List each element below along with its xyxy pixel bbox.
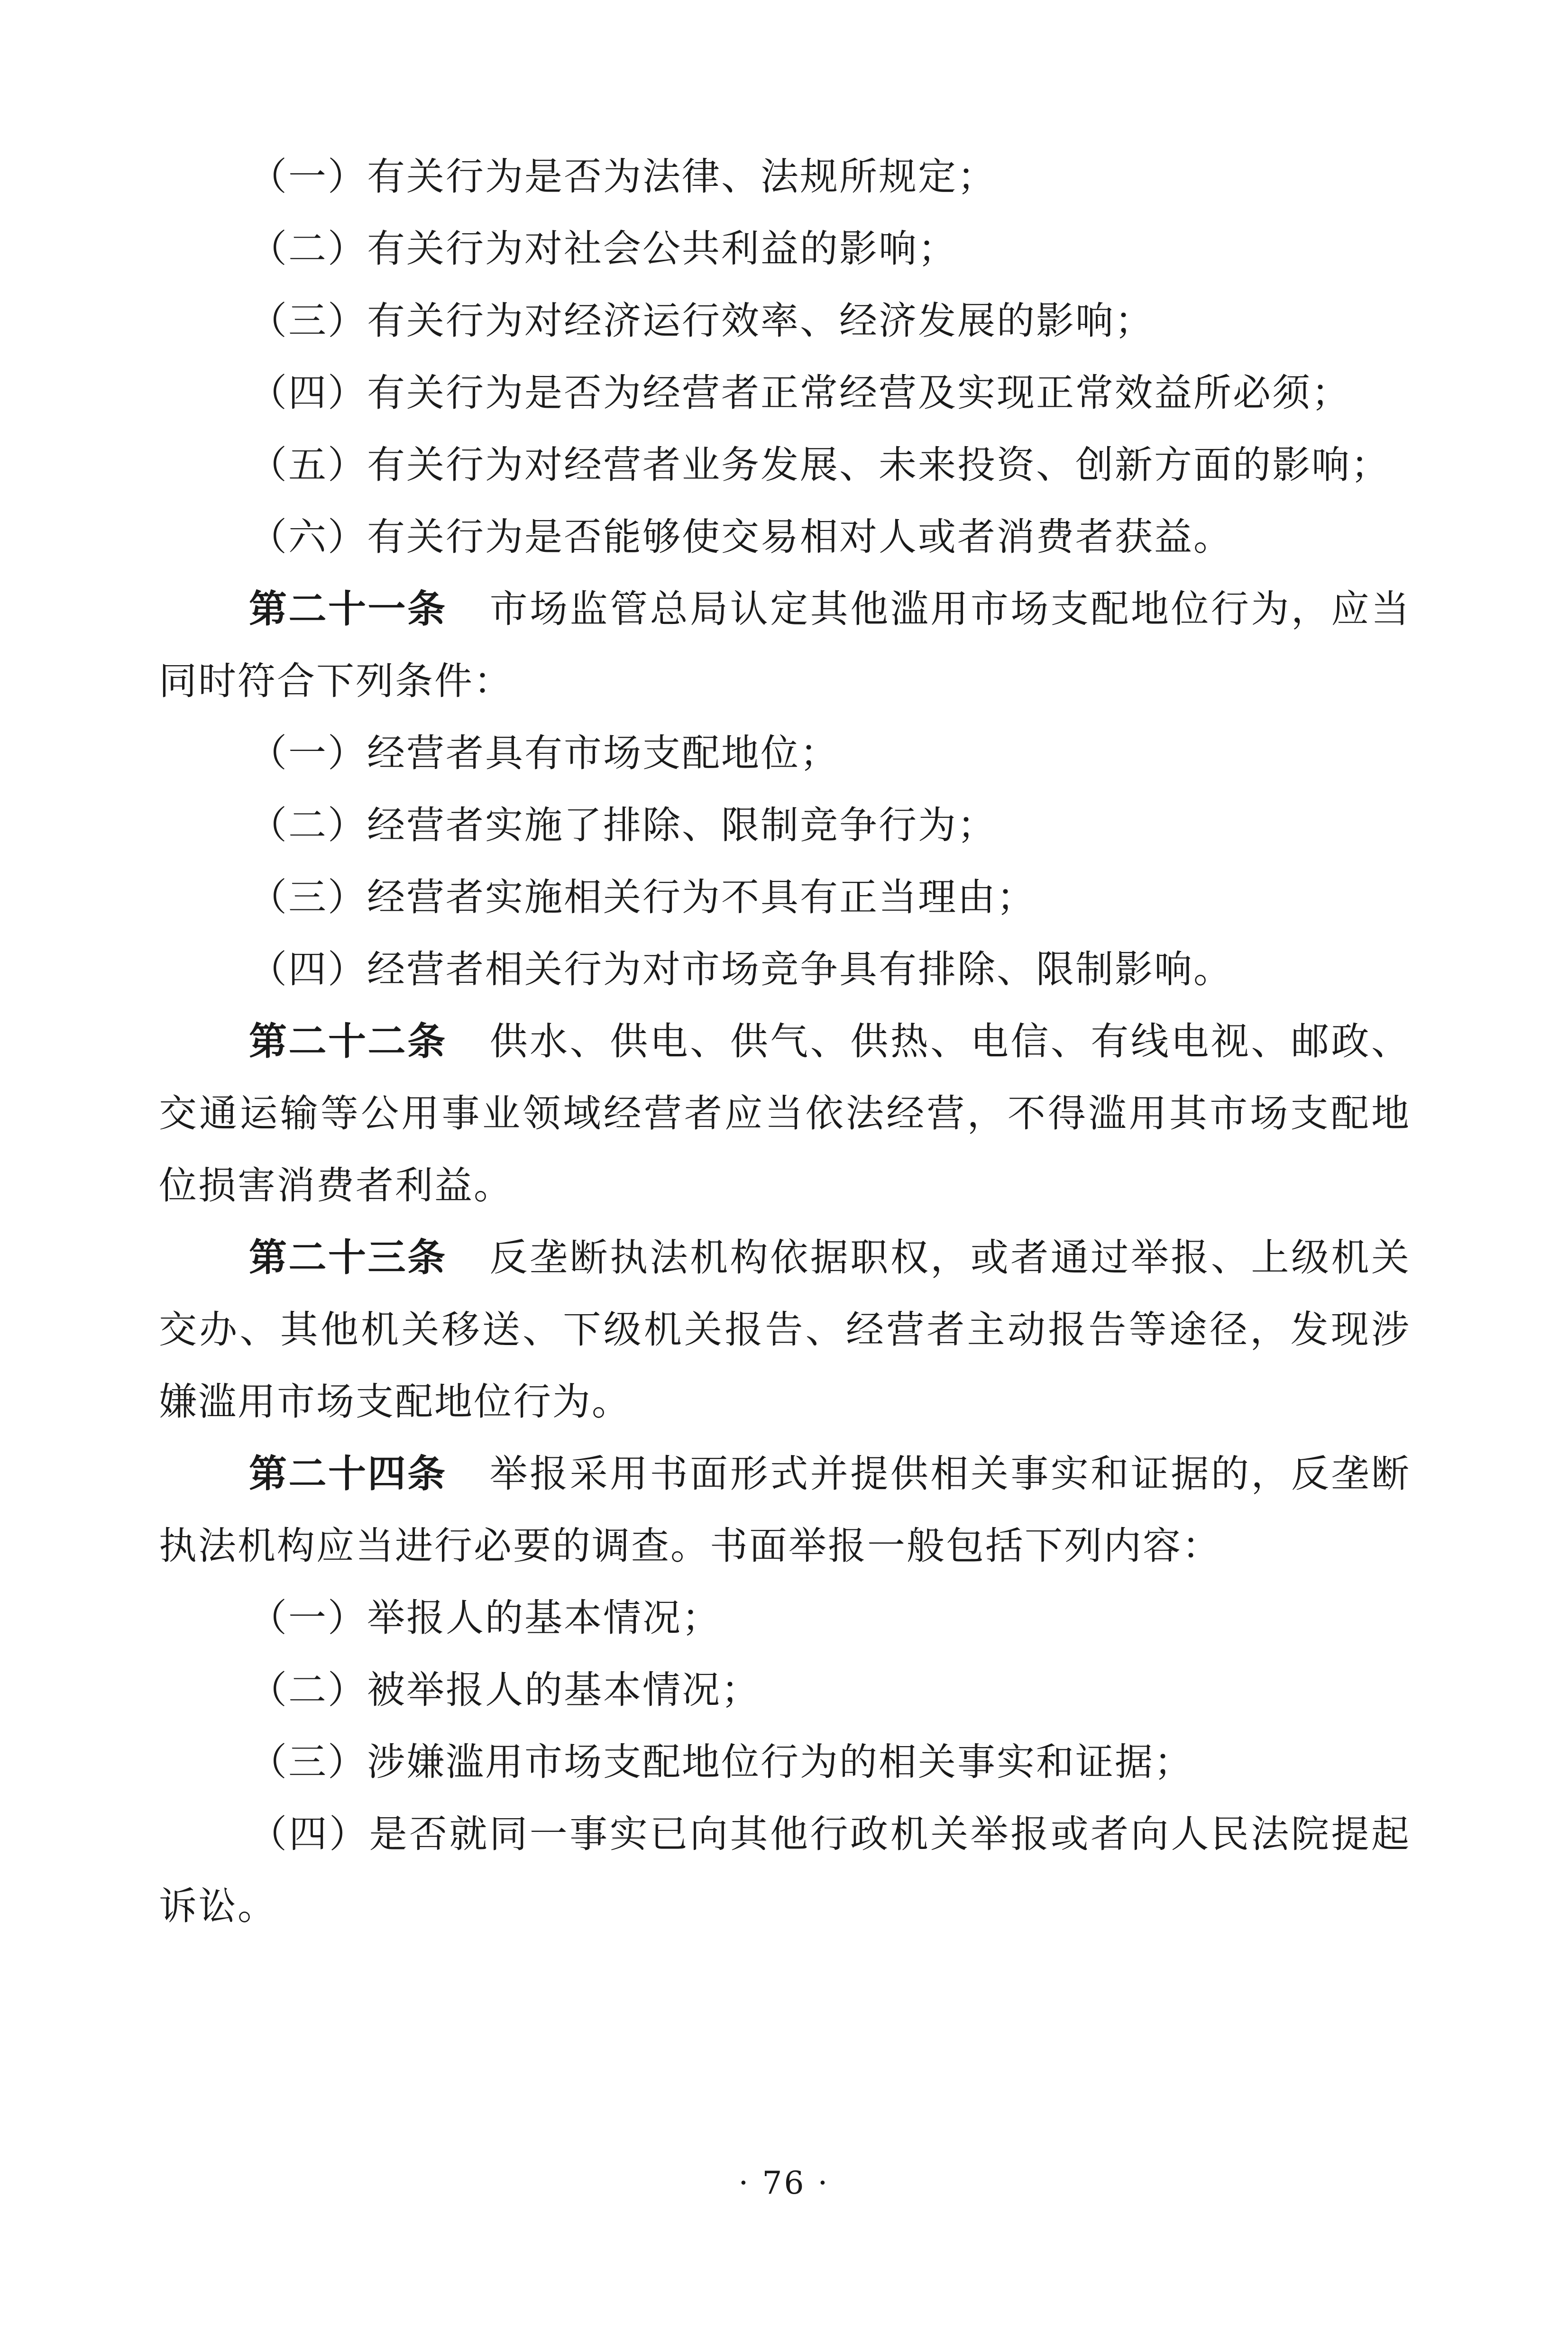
paragraph-item-11 (159, 1582, 1411, 1654)
paragraph-item-2 (159, 213, 1411, 285)
article-text: 供水、供电、供气、供热、电信、有线电视、邮政、交通运输等公用事业领域经营者应当依法经营，不得滥用其市场支配地位损害消费者利益。 (159, 1019, 1411, 1208)
paragraph-text: （一）有关行为是否为法律、法规所规定； (249, 155, 997, 199)
paragraph-text: （一）举报人的基本情况； (249, 1596, 721, 1640)
article-heading: 第二十二条 (249, 1019, 447, 1063)
paragraph-text: （二）经营者实施了排除、限制竞争行为； (249, 803, 997, 847)
paragraph-item-9 (159, 861, 1411, 933)
article-text: 反垄断执法机构依据职权，或者通过举报、上级机关交办、其他机关移送、下级机关报告、经营者主动报告等途径，发现涉嫌滥用市场支配地位行为。 (159, 1235, 1411, 1424)
article-22 (159, 1006, 1411, 1222)
article-heading: 第二十四条 (249, 1452, 447, 1496)
paragraph-text: （六）有关行为是否能够使交易相对人或者消费者获益。 (249, 515, 1233, 559)
document-body (159, 141, 1411, 1942)
paragraph-item-5 (159, 429, 1411, 501)
article-24 (159, 1438, 1411, 1582)
paragraph-text: （四）有关行为是否为经营者正常经营及实现正常效益所必须； (249, 371, 1351, 415)
paragraph-text: （三）涉嫌滥用市场支配地位行为的相关事实和证据； (249, 1740, 1193, 1784)
article-heading: 第二十一条 (249, 587, 447, 631)
paragraph-item-7 (159, 717, 1411, 789)
paragraph-item-4 (159, 357, 1411, 429)
paragraph-item-10 (159, 933, 1411, 1006)
article-text: 举报采用书面形式并提供相关事实和证据的，反垄断执法机构应当进行必要的调查。书面举报一般包括下列内容： (159, 1452, 1411, 1568)
paragraph-text: （四）是否就同一事实已向其他行政机关举报或者向人民法院提起诉讼。 (159, 1812, 1411, 1928)
paragraph-item-13 (159, 1726, 1411, 1798)
paragraph-item-6 (159, 501, 1411, 573)
paragraph-text: （三）经营者实施相关行为不具有正当理由； (249, 875, 1036, 919)
paragraph-text: （二）有关行为对社会公共利益的影响； (249, 227, 957, 271)
article-heading: 第二十三条 (249, 1235, 447, 1280)
paragraph-text: （四）经营者相关行为对市场竞争具有排除、限制影响。 (249, 947, 1233, 991)
paragraph-item-12 (159, 1654, 1411, 1726)
paragraph-item-3 (159, 285, 1411, 357)
paragraph-text: （五）有关行为对经营者业务发展、未来投资、创新方面的影响； (249, 443, 1390, 487)
paragraph-item-8 (159, 789, 1411, 861)
page-number: · 76 · (738, 2165, 830, 2201)
paragraph-text: （一）经营者具有市场支配地位； (249, 731, 839, 775)
article-text: 市场监管总局认定其他滥用市场支配地位行为，应当同时符合下列条件： (159, 587, 1411, 703)
article-23 (159, 1222, 1411, 1438)
paragraph-item-1 (159, 141, 1411, 213)
paragraph-item-14 (159, 1798, 1411, 1942)
paragraph-text: （二）被举报人的基本情况； (249, 1668, 761, 1712)
article-21 (159, 573, 1411, 717)
paragraph-text: （三）有关行为对经济运行效率、经济发展的影响； (249, 299, 1154, 343)
